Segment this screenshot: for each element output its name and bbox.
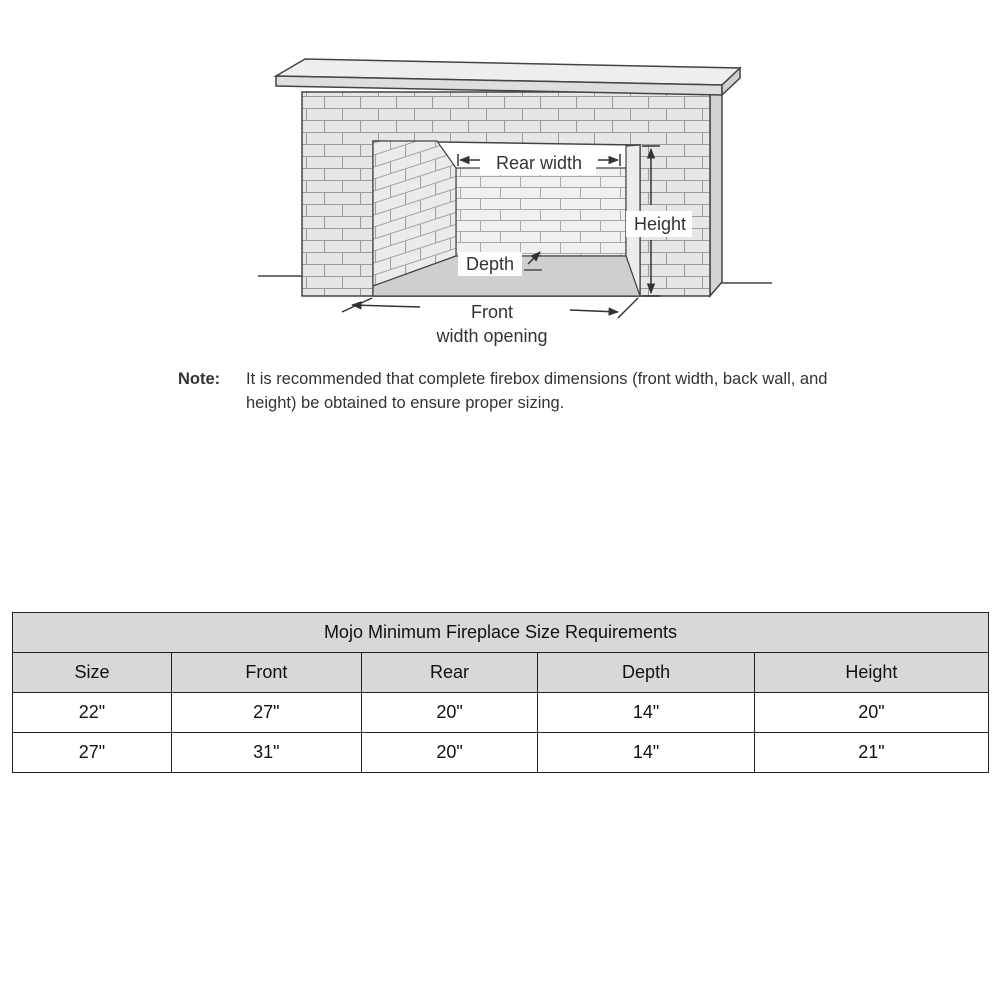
height-label: Height [633,214,687,234]
cell-depth: 14" [538,733,754,773]
cell-depth: 14" [538,693,754,733]
firebox-back-wall [456,168,626,256]
cell-height: 20" [754,693,988,733]
note-label: Note: [178,370,221,388]
cell-height: 21" [754,733,988,773]
cell-front: 31" [171,733,361,773]
header-front: Front [171,653,361,693]
header-rear: Rear [361,653,538,693]
table-title-row [13,613,989,653]
cell-rear: 20" [361,733,538,773]
depth-label: Depth [465,254,515,274]
header-size: Size [13,653,172,693]
cell-size: 27" [13,733,172,773]
table-row [13,693,989,733]
cell-front: 27" [171,693,361,733]
front-width-arrow-left [352,305,420,307]
front-width-label-line2: width opening [436,326,548,346]
table-header-row [13,653,989,693]
header-depth: Depth [538,653,754,693]
front-width-arrow-right [570,310,618,312]
cell-rear: 20" [361,693,538,733]
fireplace-diagram [0,0,1000,360]
table-title: Mojo Minimum Fireplace Size Requirements [13,613,989,653]
cell-size: 22" [13,693,172,733]
table-row [13,733,989,773]
front-width-label-line1: Front [470,302,514,322]
rear-width-label: Rear width [495,153,583,173]
header-height: Height [754,653,988,693]
size-requirements-table [12,612,989,773]
fireplace-right-side [710,85,722,296]
note-text: It is recommended that complete firebox dimensions (front width, back wall, and height) be obtained to ensure proper sizing. [246,370,828,412]
